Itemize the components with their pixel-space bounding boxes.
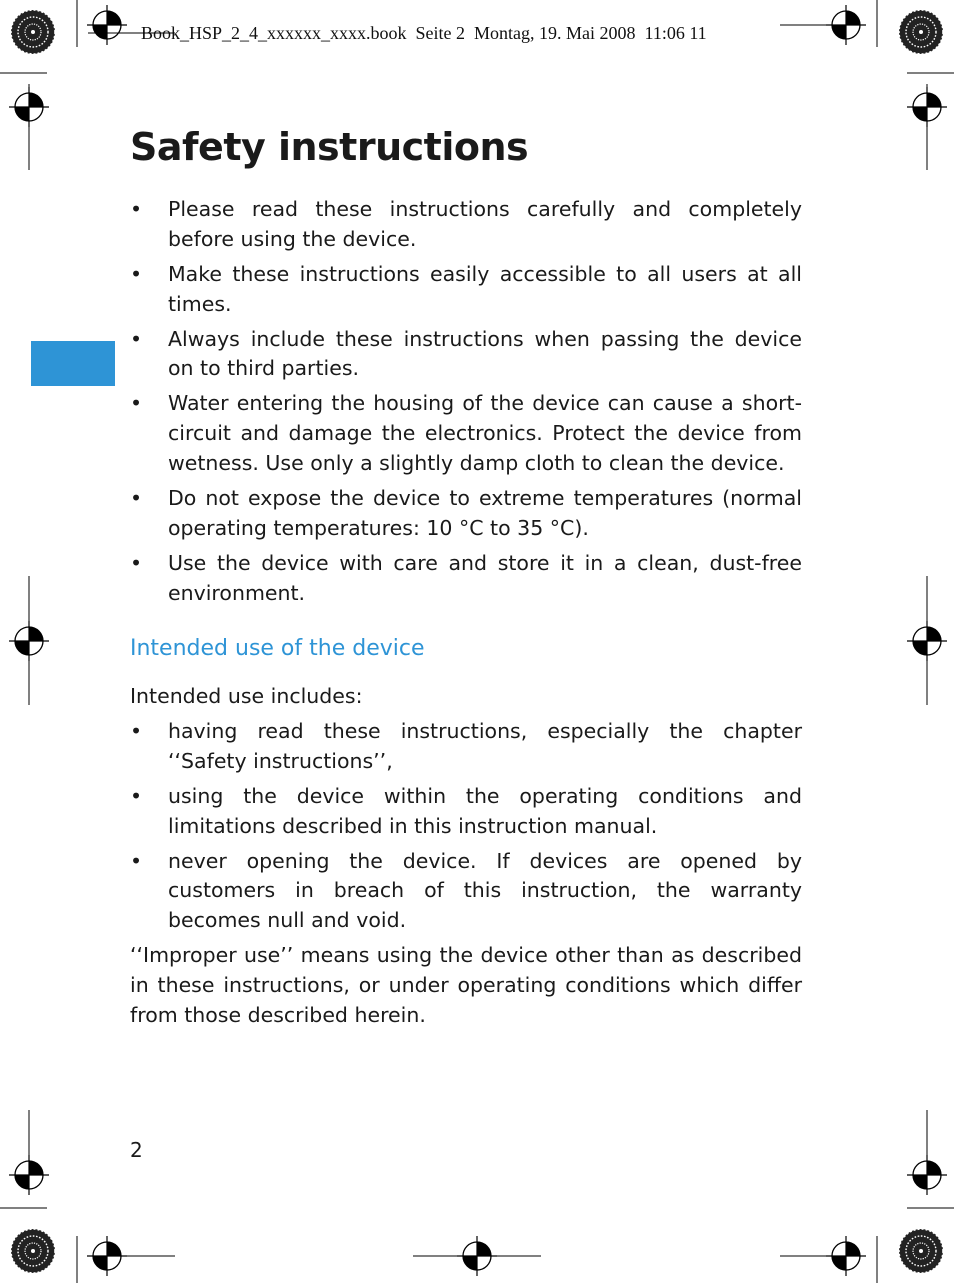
bullet: • [130,783,143,808]
bullet: • [130,326,143,351]
section-heading-intended-use: Intended use of the device [130,636,425,662]
list-item-text: Use the device with care and store it in a clean, dust-free environment. [168,550,802,605]
list-item [130,260,802,320]
chapter-tab [31,341,115,386]
intended-use-list [130,717,802,936]
bullet: • [130,848,143,873]
crosshair-mark [907,1155,947,1195]
bullet: • [130,550,143,575]
list-item-text: Make these instructions easily accessible to all users at all times. [168,261,802,316]
star-mark-bottom-right [899,1229,943,1273]
list-item-text: using the device within the operating conditions and limitations described in this instruction manual. [168,783,802,838]
page-title: Safety instructions [130,125,529,169]
crosshair-mark [87,5,127,45]
star-mark-bottom-left [11,1229,55,1273]
crosshair-mark [9,1155,49,1195]
star-mark-top-right [899,10,943,54]
list-item-text: never opening the device. If devices are opened by customers in breach of this instruction, the warranty becomes null and void. [168,848,802,933]
crosshair-mark [9,621,49,661]
crosshair-mark [907,621,947,661]
list-item [130,484,802,544]
crosshair-mark [826,1236,866,1276]
bullet: • [130,391,143,416]
crosshair-mark [87,1236,127,1276]
bullet: • [130,261,143,286]
crosshair-mark [9,87,49,127]
main-content [130,195,802,1036]
improper-use-paragraph: ‘‘Improper use’’ means using the device other than as described in these instructions, or under operating conditions which differ from those described herein. [130,943,802,1027]
safety-list [130,195,802,608]
bullet: • [130,719,143,744]
list-item-text: Water entering the housing of the device can cause a short-circuit and damage the electronics. Protect the device from wetness. Use only a slightly damp cloth to clean the device. [168,391,802,475]
list-item [130,389,802,478]
list-item [130,549,802,609]
list-item-text: Do not expose the device to extreme temperatures (normal operating temperatures: 10 °C to 35 °C). [168,485,802,540]
star-mark-top-left [11,10,55,54]
list-item [130,717,802,777]
crosshair-mark [826,5,866,45]
list-item [130,782,802,842]
page-number: 2 [130,1138,143,1162]
bullet: • [130,485,143,510]
intended-use-intro: Intended use includes: [130,684,363,709]
list-item [130,847,802,936]
list-item-text: having read these instructions, especially the chapter ‘‘Safety instructions’’, [168,719,802,773]
list-item-text: Please read these instructions carefully and completely before using the device. [168,197,802,251]
list-item [130,195,802,255]
crosshair-mark [457,1236,497,1276]
list-item [130,325,802,385]
print-header: Book_HSP_2_4_xxxxxx_xxxx.book Seite 2 Montag, 19. Mai 2008 11:06 11 [141,23,707,43]
list-item-text: Always include these instructions when passing the device on to third parties. [168,326,802,381]
bullet: • [130,197,143,221]
crosshair-mark [907,87,947,127]
